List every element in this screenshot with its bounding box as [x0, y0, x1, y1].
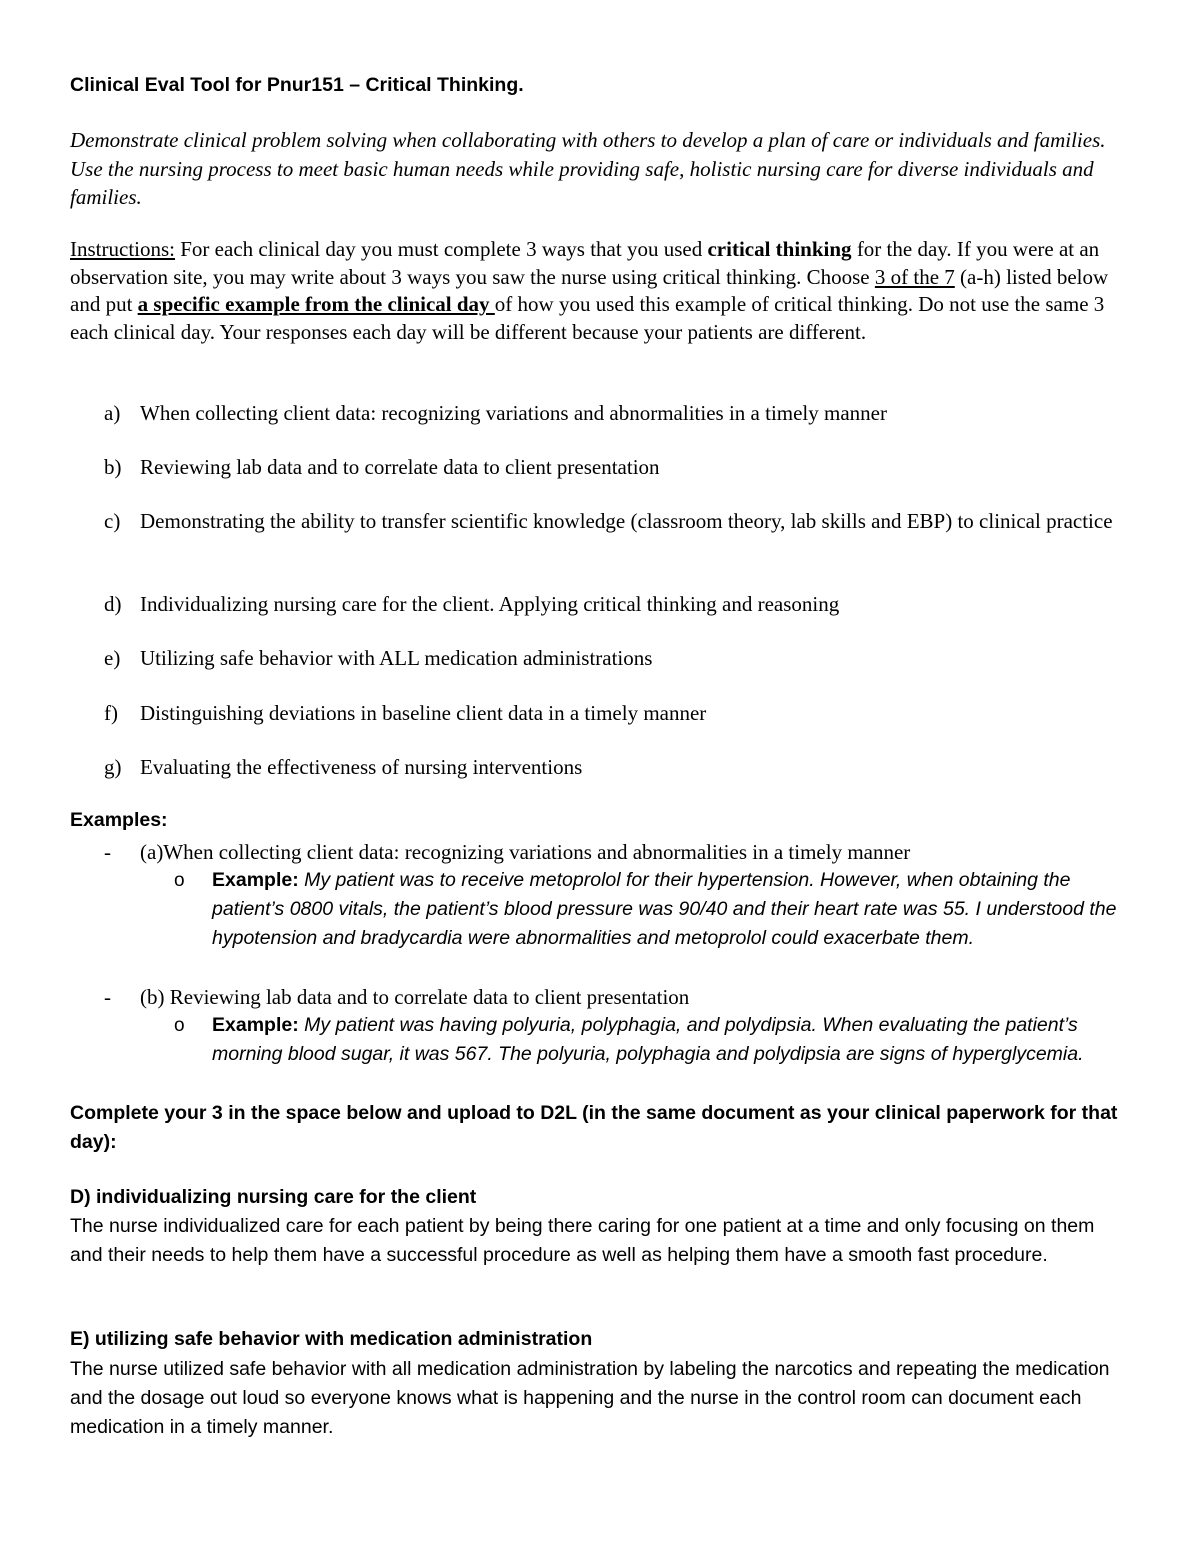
response-heading: D) individualizing nursing care for the client: [70, 1186, 477, 1208]
response-heading: E) utilizing safe behavior with medication administration: [70, 1328, 593, 1350]
bullet-icon: o: [174, 870, 185, 891]
example-detail: o Example: My patient was to receive metoprolol for their hypertension. However, when obtaining the patient’s 0800 vitals, the patient’s blood pressure was 90/40 and their heart rate was 55. I understood the hypotension and bradycardia were abnormalities and metoprolol could exacerbate them.: [174, 866, 1129, 953]
instructions-label: Instructions:: [70, 237, 175, 261]
examples-heading: Examples:: [70, 809, 168, 831]
completion-prompt: Complete your 3 in the space below and upload to D2L (in the same document as your clinical paperwork for that day):: [70, 1102, 1118, 1153]
list-item: d) Individualizing nursing care for the client. Applying critical thinking and reasoning: [104, 592, 840, 616]
three-of-seven-emphasis: 3 of the 7: [874, 264, 955, 289]
response-body: The nurse individualized care for each patient by being there caring for one patient at a time and only focusing on them and their needs to help them have a successful procedure as well as helping them have a smooth fast procedure.: [70, 1215, 1095, 1266]
example-item: - (b) Reviewing lab data and to correlate data to client presentation: [104, 985, 690, 1009]
list-item: a) When collecting client data: recognizing variations and abnormalities in a timely manner: [104, 401, 887, 425]
list-item: b) Reviewing lab data and to correlate data to client presentation: [104, 455, 660, 479]
instructions-paragraph: Instructions: For each clinical day you must complete 3 ways that you used critical thinking for the day. If you were at an observation site, you may write about 3 ways you saw the nurse using critical thinking. Choose 3 of the 7 (a-h) listed below and put a specific example from the clinical day of how you used this example of critical thinking. Do not use the same 3 each clinical day. Your responses each day will be different because your patients are different.: [70, 237, 1109, 344]
response-body: The nurse utilized safe behavior with all medication administration by labeling the narcotics and repeating the medication and the dosage out loud so everyone knows what is happening and the nurse in the control room can document each medication in a timely manner.: [70, 1358, 1110, 1438]
example-detail: o Example: My patient was having polyuria, polyphagia, and polydipsia. When evaluating the patient’s morning blood sugar, it was 567. The polyuria, polyphagia and polydipsia are signs of hyperglycemia.: [174, 1011, 1129, 1069]
course-objective: Demonstrate clinical problem solving when collaborating with others to develop a plan of care or individuals and families. Use the nursing process to meet basic human needs while providing safe, holistic nursing care for diverse individuals and families.: [70, 128, 1106, 209]
bullet-icon: o: [174, 1015, 185, 1036]
critical-thinking-emphasis: critical thinking: [707, 237, 852, 261]
specific-example-emphasis: a specific example from the clinical day: [137, 292, 495, 316]
list-item: g) Evaluating the effectiveness of nursing interventions: [104, 755, 583, 779]
document-title: Clinical Eval Tool for Pnur151 – Critical Thinking.: [70, 74, 524, 96]
example-item: - (a)When collecting client data: recognizing variations and abnormalities in a timely manner: [104, 840, 911, 864]
list-item: e) Utilizing safe behavior with ALL medication administrations: [104, 646, 653, 670]
list-item: f) Distinguishing deviations in baseline client data in a timely manner: [104, 701, 707, 725]
list-item: c) Demonstrating the ability to transfer scientific knowledge (classroom theory, lab skills and EBP) to clinical practice: [104, 509, 1113, 533]
